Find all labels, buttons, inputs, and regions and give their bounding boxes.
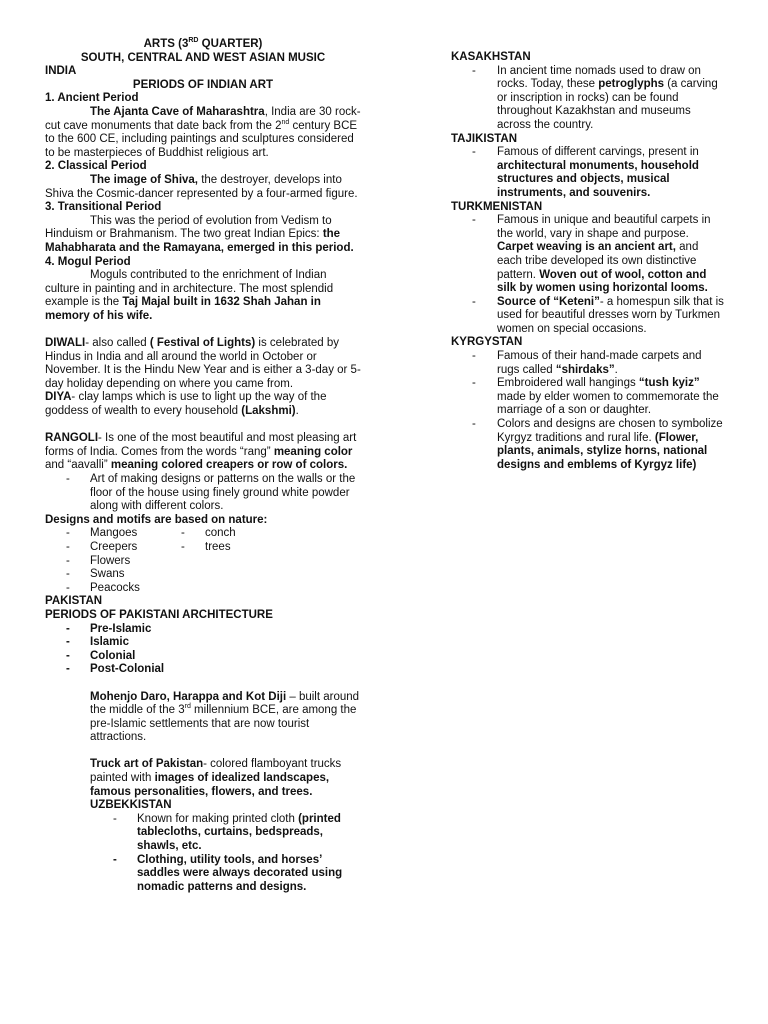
nature-row (66, 555, 361, 569)
meaning-color-bold: meaning color (273, 445, 353, 458)
title-superscript: RD (188, 37, 199, 45)
nature-row (66, 582, 361, 596)
lakshmi-bold: (Lakshmi) (241, 405, 296, 418)
truck-art-paragraph (90, 758, 361, 799)
dash-bullet: - (472, 214, 476, 227)
ancient-period-heading: 1. Ancient Period (45, 92, 139, 105)
truck-images-bold: images of idealized landscapes, famous personalities, flowers, and trees. (90, 772, 330, 798)
pakistan-heading: PAKISTAN (45, 595, 103, 608)
dash-bullet: - (66, 663, 70, 676)
kyr3-bold: (Flower, plants, animals, stylize horns, national designs and emblems of Kyrgyz life) (497, 431, 708, 471)
dash-bullet: - (66, 649, 70, 662)
dash-bullet: - (66, 473, 70, 485)
uzbek-item1-bold: (printed tablecloths, curtains, bedspreads, shawls, etc. (137, 812, 341, 853)
truck-art-bold: Truck art of Pakistan (90, 758, 204, 771)
rangoli-text-b: and “aavalli” (45, 459, 111, 472)
pakistan-periods-heading: PERIODS OF PAKISTANI ARCHITECTURE (45, 608, 273, 621)
pak-period: Colonial (90, 649, 136, 662)
tajikistan-heading: TAJIKISTAN (451, 132, 518, 145)
dash-bullet: - (66, 636, 70, 649)
carpet-weaving-bold: Carpet weaving is an ancient art, (497, 241, 676, 254)
nature-item: Creepers (90, 540, 138, 553)
rangoli-item-text: Art of making designs or patterns on the walls or the floor of the house using finely ground white powder along with different colors. (90, 473, 356, 513)
dash-bullet: - (472, 146, 476, 159)
turk1-text-b: and each tribe developed its own distinctive pattern. (497, 241, 699, 281)
dash-bullet: - (181, 540, 185, 553)
nature-row (66, 527, 361, 541)
kaz-text-b: (a carving or inscription in rocks) can be found throughout Kazakhstan and museums across the country. (497, 78, 718, 131)
keteni-bold: Source of “Keteni” (497, 295, 600, 308)
nature-item: Peacocks (90, 581, 140, 594)
kaz-text-a: In ancient time nomads used to draw on rocks. Today, these (497, 64, 701, 91)
uzbek-list-item (113, 854, 361, 895)
nature-row (66, 568, 361, 582)
rangoli-text-a: - Is one of the most beautiful and most pleasing art forms of India. Comes from the words “rang” (45, 432, 357, 458)
pak-period: Post-Colonial (90, 663, 165, 676)
taj-bold: architectural monuments, household structures and objects, musical instruments, and souvenirs. (497, 159, 699, 199)
kyr1-text: Famous of their hand-made carpets and rugs called (497, 350, 702, 376)
mohenjo-bold: Mohenjo Daro, Harappa and Kot Diji (90, 690, 287, 703)
pak-list-item (66, 650, 361, 664)
epics-bold: the Mahabharata and the Ramayana, emerged in this period. (45, 228, 354, 254)
turk-item2-text (497, 296, 726, 337)
tush-kyiz-bold: “tush kyiz” (638, 377, 700, 390)
rangoli-list-item (66, 473, 361, 514)
periods-heading: PERIODS OF INDIAN ART (132, 78, 274, 91)
nature-item: conch (205, 527, 236, 540)
kaz-list-item (472, 65, 726, 133)
nature-item: Mangoes (90, 527, 138, 540)
document-subtitle: SOUTH, CENTRAL AND WEST ASIAN MUSIC (80, 51, 326, 64)
kyr1-end: . (614, 363, 618, 376)
mohenjo-sup: rd (184, 703, 191, 711)
transitional-period-text (45, 215, 361, 256)
diwali-text-b: is celebrated by Hindus in India and all around the world in October or November. It is the Hindu New Year and is either a 3-day or 5-day holiday depending on where you came from. (45, 337, 361, 390)
festival-of-lights-bold: ( Festival of Lights) (149, 337, 256, 350)
kyr-item1-text (497, 350, 726, 377)
dash-bullet: - (66, 581, 70, 594)
woven-bold: Woven out of wool, cotton and silk by women using horizontal looms. (497, 268, 708, 295)
uzbek-item1-text: Known for making printed cloth (137, 812, 299, 825)
right-column (451, 51, 726, 472)
rangoli-bold: RANGOLI (45, 432, 99, 445)
petroglyphs-bold: petroglyphs (598, 78, 665, 91)
kyr-list-item (472, 350, 726, 377)
kaz-item-text (497, 65, 726, 133)
mohenjo-text-b: millennium BCE, are among the pre-Islamic settlements that are now tourist attractions. (90, 704, 357, 744)
taj-text: Famous of different carvings, present in (497, 146, 699, 159)
kyrgyzstan-heading: KYRGYSTAN (451, 336, 523, 349)
nature-item: Flowers (90, 554, 131, 567)
nature-item: trees (205, 540, 231, 553)
transitional-text: This was the period of evolution from Vedism to Hinduism or Brahmanism. The two great Indian Epics: (45, 214, 332, 241)
ancient-text-b: century BCE to the 600 CE, including paintings and sculptures considered to be masterpieces of Buddhist religious art. (45, 119, 358, 159)
ancient-sup: nd (281, 118, 290, 126)
diya-end: . (295, 405, 299, 418)
document-title (45, 38, 361, 52)
dash-bullet: - (66, 527, 70, 540)
kazakhstan-heading: KASAKHSTAN (451, 51, 531, 63)
ancient-text-a: , India are 30 rock-cut cave monuments that date back from the 2 (45, 105, 361, 132)
classical-period-text (45, 174, 361, 201)
transitional-period-heading: 3. Transitional Period (45, 201, 162, 214)
kyr-item2-text (497, 377, 726, 418)
uzbek-list-item (113, 813, 361, 854)
truck-text: - colored flamboyant trucks painted with (90, 758, 342, 785)
kyr3-text: Colors and designs are chosen to symbolize Kyrgyz traditions and rural life. (497, 418, 723, 444)
diya-paragraph (45, 391, 361, 418)
dash-bullet: - (113, 812, 117, 825)
mogul-period-text (45, 269, 361, 323)
pak-period: Islamic (90, 636, 129, 649)
turk1-text-a: Famous in unique and beautiful carpets in the world, vary in shape and purpose. (497, 214, 711, 240)
classical-period-heading: 2. Classical Period (45, 160, 147, 173)
classical-text: the destroyer, develops into Shiva the Cosmic-dancer represented by a four-armed figure. (45, 173, 358, 200)
nature-item: Swans (90, 568, 125, 581)
dash-bullet: - (66, 540, 70, 553)
mogul-period-heading: 4. Mogul Period (45, 255, 131, 268)
dash-bullet: - (181, 527, 185, 540)
turkmenistan-heading: TURKMENISTAN (451, 200, 543, 213)
left-column (45, 38, 361, 894)
india-heading: INDIA (45, 65, 77, 78)
mohenjo-text-a: – built around the middle of the 3 (90, 690, 360, 717)
kyr-list-item (472, 377, 726, 418)
diwali-text-a: - also called (85, 337, 150, 350)
diya-bold: DIYA (45, 391, 72, 404)
rangoli-paragraph (45, 432, 361, 473)
designs-heading: Designs and motifs are based on nature: (45, 513, 268, 526)
dash-bullet: - (66, 568, 70, 581)
turk2-text: - a homespun silk that is used for beautiful dresses worn by Turkmen women on special occasions. (497, 295, 724, 335)
shiva-bold: The image of Shiva, (90, 173, 198, 186)
uzbekistan-heading: UZBEKKISTAN (90, 799, 172, 812)
dash-bullet: - (472, 295, 476, 308)
kyr-item3-text (497, 418, 726, 472)
taj-majal-bold: Taj Majal built in 1632 Shah Jahan in memory of his wife. (45, 296, 321, 322)
ajanta-cave-bold: The Ajanta Cave of Maharashtra (90, 105, 265, 118)
pak-list-item (66, 623, 361, 637)
uzbek-item2-bold: Clothing, utility tools, and horses’ saddles were always decorated using nomadic patterns and designs. (137, 853, 343, 893)
diya-text: - clay lamps which is use to light up the way of the goddess of wealth to every household (45, 391, 327, 418)
meaning-colored-bold: meaning colored creapers or row of colors. (110, 459, 348, 472)
turk-list-item (472, 214, 726, 296)
kyr-list-item (472, 418, 726, 472)
nature-row (66, 541, 361, 555)
kyr2-text-b: made by elder women to commemorate the marriage of a son or daughter. (497, 390, 719, 417)
diwali-bold: DIWALI (45, 337, 86, 350)
dash-bullet: - (472, 64, 476, 77)
kyr2-text: Embroidered wall hangings (497, 377, 639, 390)
dash-bullet: - (113, 853, 117, 866)
dash-bullet: - (66, 622, 70, 635)
dash-bullet: - (472, 377, 476, 390)
dash-bullet: - (472, 418, 476, 431)
dash-bullet: - (472, 350, 476, 363)
ancient-period-text (45, 106, 361, 160)
dash-bullet: - (66, 554, 70, 567)
title-quarter: QUARTER) (198, 38, 263, 50)
pak-list-item (66, 636, 361, 650)
diwali-paragraph (45, 337, 361, 391)
shirdaks-bold: “shirdaks” (555, 363, 615, 376)
uzbek-item-text (137, 813, 361, 854)
taj-item-text (497, 146, 726, 200)
taj-list-item (472, 146, 726, 200)
mogul-text: Moguls contributed to the enrichment of Indian culture in painting and in architecture. The most splendid example is the (45, 269, 334, 309)
turk-list-item (472, 296, 726, 337)
pak-list-item (66, 663, 361, 677)
mohenjo-paragraph (90, 691, 361, 745)
title-text: ARTS (3 (143, 38, 189, 50)
turk-item1-text (497, 214, 726, 296)
pak-period: Pre-Islamic (90, 622, 152, 635)
